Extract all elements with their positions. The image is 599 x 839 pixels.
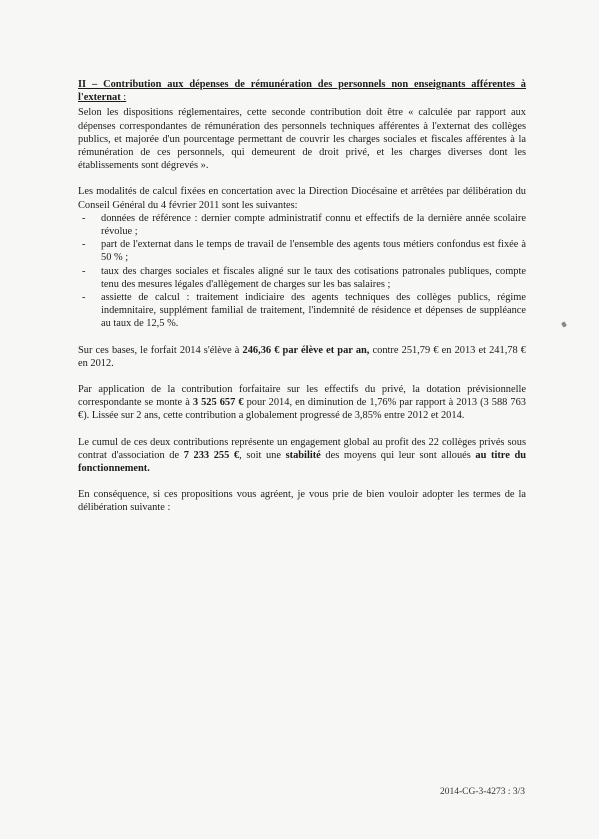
calculation-list: [78, 212, 526, 331]
text-run: pour 2014, en diminution de 1,76% par rapport à 2013 (3 588 763 €). Lissée sur 2 ans, cette contribution a globalement progressé de 3,85% entre 2012 et 2014.: [78, 397, 527, 422]
paragraph-forfait: [78, 344, 526, 370]
scan-speck: [561, 321, 567, 327]
text-run: Par application de la contribution forfaitaire sur les effectifs du privé, la dotation prévisionnelle correspondante se monte à: [78, 384, 526, 409]
page-reference: 2014-CG-3-4273 : 3/3: [440, 787, 525, 797]
paragraph-dotation: [78, 383, 526, 423]
list-item: - part de l'externat dans le temps de travail de l'ensemble des agents tous métiers confondus est fixée à 50 % ;: [78, 238, 526, 264]
text-run: Le cumul de ces deux contributions représente un engagement global au profit des 22 collèges privés sous contrat d'association de: [78, 436, 526, 461]
stabilite-emphasis: stabilité: [285, 449, 321, 461]
list-item: - données de référence : dernier compte administratif connu et effectifs de la dernière année scolaire révolue ;: [78, 212, 526, 238]
paragraph-calculation-intro: Les modalités de calcul fixées en concertation avec la Direction Diocésaine et arrêtées par délibération du Conseil Général du 4 février 2011 sont les suivantes:: [78, 186, 526, 211]
paragraph-regulation: Selon les dispositions réglementaires, cette seconde contribution doit être « calculée par rapport aux dépenses correspondantes de rémunération des personnels techniques afférentes à l'externat des collèges publics, et majorée d'un pourcentage permettant de couvrir les charges sociales et fiscales afférentes à la rémunération de ces personnels, qui demeurent de droit privé, et les charges diverses dont les établissements sont dégrevés ».: [78, 107, 526, 172]
document-body: [78, 78, 526, 528]
text-run: Sur ces bases, le forfait 2014 s'élève à: [78, 344, 243, 356]
paragraph-conclusion: En conséquence, si ces propositions vous agréent, je vous prie de bien vouloir adopter les termes de la délibération suivante :: [78, 489, 526, 514]
list-item: - taux des charges sociales et fiscales aligné sur le taux des cotisations patronales publiques, compte tenu des mesures légales d'allègement de charges sur les bas salaires ;: [78, 265, 526, 291]
section-suffix: :: [120, 92, 127, 104]
list-item: - assiette de calcul : traitement indiciaire des agents techniques des collèges publics, régime indemnitaire, supplément familial de traitement, l'indemnité de résidence et dépenses de suppléance au taux de 12,5 %.: [78, 291, 526, 331]
text-run: contre 251,79 € en 2013 et 241,78 € en 2012.: [78, 344, 527, 369]
section-title: Contribution aux dépenses de rémunération des personnels non enseignants afférentes à l'externat: [78, 79, 526, 104]
paragraph-cumul: [78, 436, 526, 476]
text-run: , soit une: [239, 449, 286, 461]
forfait-amount: 246,36 € par élève et par an,: [242, 344, 370, 356]
total-amount: 7 233 255 €: [183, 449, 240, 461]
section-heading: [78, 78, 526, 104]
fonctionnement-emphasis: au titre du fonctionnement.: [78, 449, 527, 475]
text-run: des moyens qui leur sont alloués: [320, 449, 476, 461]
section-numeral: II –: [78, 79, 104, 90]
dotation-amount: 3 525 657 €: [192, 397, 244, 409]
